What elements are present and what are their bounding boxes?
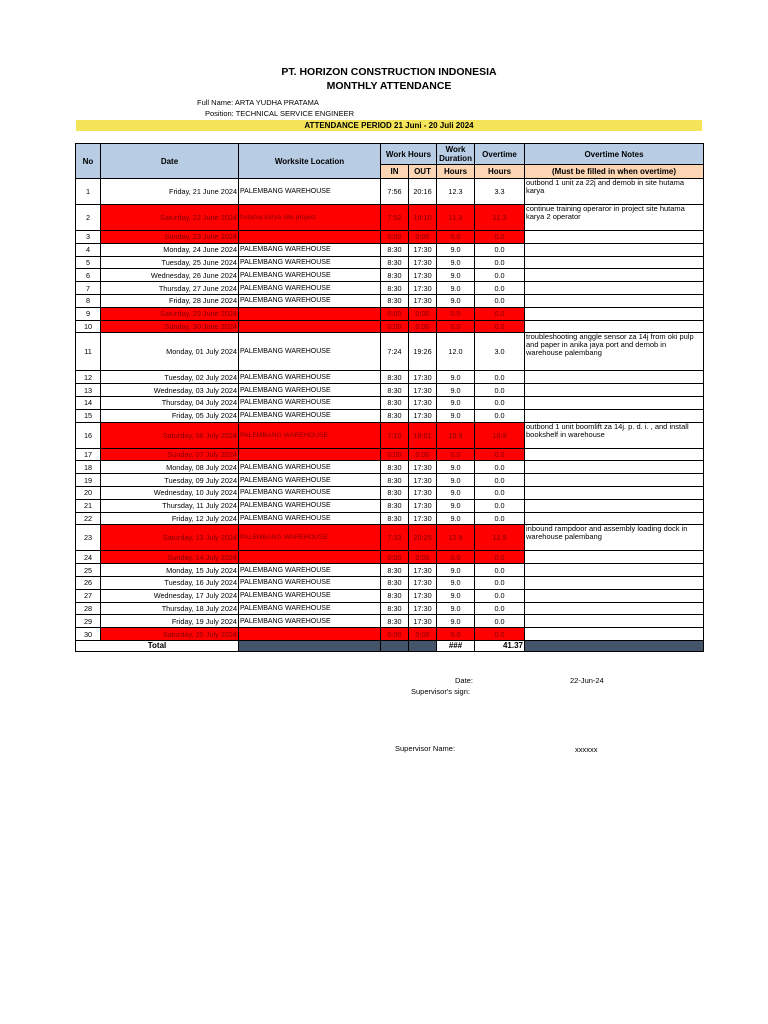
row-in: 8:30	[381, 243, 409, 256]
row-date: Friday, 28 June 2024	[101, 294, 239, 307]
row-location	[239, 551, 381, 564]
row-date: Wednesday, 03 July 2024	[101, 384, 239, 397]
row-no: 12	[76, 371, 101, 384]
row-overtime: 0.0	[475, 396, 525, 409]
row-duration: 12.3	[437, 179, 475, 205]
row-no: 29	[76, 615, 101, 628]
row-out: 18:01	[409, 422, 437, 448]
row-note	[525, 628, 704, 641]
row-duration: 12.9	[437, 525, 475, 551]
row-out: 17:30	[409, 499, 437, 512]
row-date: Wednesday, 10 July 2024	[101, 486, 239, 499]
row-no: 22	[76, 512, 101, 525]
row-no: 27	[76, 589, 101, 602]
row-note	[525, 486, 704, 499]
row-date: Friday, 05 July 2024	[101, 409, 239, 422]
table-row	[76, 384, 704, 397]
row-no: 25	[76, 564, 101, 577]
row-overtime: 0.0	[475, 371, 525, 384]
row-in: 8:30	[381, 396, 409, 409]
row-overtime: 0.0	[475, 474, 525, 487]
row-date: Saturday, 22 June 2024	[101, 205, 239, 231]
row-date: Friday, 19 July 2024	[101, 615, 239, 628]
row-duration: 9.0	[437, 461, 475, 474]
row-note	[525, 499, 704, 512]
row-note	[525, 551, 704, 564]
row-in: 8:30	[381, 371, 409, 384]
row-note	[525, 256, 704, 269]
row-note	[525, 269, 704, 282]
row-no: 21	[76, 499, 101, 512]
row-duration: 9.0	[437, 384, 475, 397]
row-overtime: 0.0	[475, 409, 525, 422]
row-date: Tuesday, 16 July 2024	[101, 576, 239, 589]
row-no: 28	[76, 602, 101, 615]
row-note	[525, 461, 704, 474]
row-overtime: 0.0	[475, 615, 525, 628]
row-out: 19:10	[409, 205, 437, 231]
row-overtime: 0.0	[475, 564, 525, 577]
row-location: PALEMBANG WAREHOUSE	[239, 333, 381, 371]
row-overtime: 0.0	[475, 320, 525, 333]
table-row	[76, 205, 704, 231]
row-overtime: 0.0	[475, 384, 525, 397]
row-in: 8:30	[381, 269, 409, 282]
row-overtime: 0.0	[475, 307, 525, 320]
total-label: Total	[76, 640, 239, 651]
row-in: 8:30	[381, 602, 409, 615]
row-date: Friday, 21 June 2024	[101, 179, 239, 205]
row-duration: 9.0	[437, 256, 475, 269]
table-row	[76, 371, 704, 384]
row-out: 17:30	[409, 282, 437, 295]
row-location	[239, 628, 381, 641]
row-location: PALEMBANG WAREHOUSE	[239, 422, 381, 448]
row-date: Monday, 08 July 2024	[101, 461, 239, 474]
row-location: PALEMBANG WAREHOUSE	[239, 576, 381, 589]
col-in: IN	[381, 165, 409, 179]
row-in: 8:30	[381, 615, 409, 628]
row-note	[525, 474, 704, 487]
date-value: 22-Jun-24	[570, 676, 604, 685]
row-date: Thursday, 11 July 2024	[101, 499, 239, 512]
col-overtime-notes: Overtime Notes	[525, 144, 704, 165]
supervisor-name-value: xxxxxx	[575, 745, 598, 754]
row-location: PALEMBANG WAREHOUSE	[239, 179, 381, 205]
row-note	[525, 589, 704, 602]
table-row	[76, 333, 704, 371]
row-note	[525, 576, 704, 589]
row-no: 3	[76, 231, 101, 244]
row-location: PALEMBANG WAREHOUSE	[239, 243, 381, 256]
col-notes-hint: (Must be filled in when overtime)	[525, 165, 704, 179]
row-duration: 12.0	[437, 333, 475, 371]
row-date: Saturday, 13 July 2024	[101, 525, 239, 551]
total-row	[76, 640, 704, 651]
table-row	[76, 422, 704, 448]
table-row	[76, 409, 704, 422]
row-location: PALEMBANG WAREHOUSE	[239, 589, 381, 602]
total-duration: ###	[437, 640, 475, 651]
table-row	[76, 564, 704, 577]
row-duration: 0.0	[437, 307, 475, 320]
row-note	[525, 512, 704, 525]
row-note	[525, 320, 704, 333]
row-date: Friday, 12 July 2024	[101, 512, 239, 525]
table-row	[76, 243, 704, 256]
row-location: PALEMBANG WAREHOUSE	[239, 602, 381, 615]
row-out: 0:00	[409, 551, 437, 564]
row-out: 17:30	[409, 269, 437, 282]
row-out: 17:30	[409, 461, 437, 474]
row-out: 17:30	[409, 396, 437, 409]
row-note: outbond 1 unit boomlift za 14j. p. d. i. , and install bookshelf in warehouse	[525, 422, 704, 448]
row-no: 2	[76, 205, 101, 231]
row-note	[525, 396, 704, 409]
row-duration: 9.0	[437, 615, 475, 628]
row-in: 8:30	[381, 576, 409, 589]
row-overtime: 0.0	[475, 551, 525, 564]
table-row	[76, 179, 704, 205]
row-duration: 9.0	[437, 269, 475, 282]
row-duration: 9.0	[437, 409, 475, 422]
row-out: 17:30	[409, 409, 437, 422]
row-date: Monday, 24 June 2024	[101, 243, 239, 256]
row-no: 19	[76, 474, 101, 487]
row-overtime: 0.0	[475, 256, 525, 269]
row-location: PALEMBANG WAREHOUSE	[239, 615, 381, 628]
col-work-duration: Work Duration	[437, 144, 475, 165]
row-note	[525, 282, 704, 295]
supervisor-name-label: Supervisor Name:	[395, 744, 456, 753]
row-location	[239, 307, 381, 320]
row-overtime: 0.0	[475, 512, 525, 525]
row-note	[525, 384, 704, 397]
row-in: 8:30	[381, 486, 409, 499]
company-title: PT. HORIZON CONSTRUCTION INDONESIA	[281, 66, 497, 78]
row-date: Sunday, 30 June 2024	[101, 320, 239, 333]
row-overtime: 0.0	[475, 448, 525, 461]
row-location: PALEMBANG WAREHOUSE	[239, 525, 381, 551]
table-row	[76, 551, 704, 564]
row-in: 7:52	[381, 205, 409, 231]
row-duration: 9.0	[437, 589, 475, 602]
row-no: 4	[76, 243, 101, 256]
table-row	[76, 474, 704, 487]
row-duration: 9.0	[437, 499, 475, 512]
col-work-hours: Work Hours	[381, 144, 437, 165]
col-location: Worksite Location	[239, 144, 381, 179]
row-location: PALEMBANG WAREHOUSE	[239, 512, 381, 525]
row-date: Monday, 01 July 2024	[101, 333, 239, 371]
col-out: OUT	[409, 165, 437, 179]
row-no: 26	[76, 576, 101, 589]
row-duration: 9.0	[437, 486, 475, 499]
row-no: 6	[76, 269, 101, 282]
table-row	[76, 307, 704, 320]
row-out: 17:30	[409, 474, 437, 487]
row-no: 13	[76, 384, 101, 397]
row-no: 9	[76, 307, 101, 320]
col-overtime: Overtime	[475, 144, 525, 165]
table-row	[76, 615, 704, 628]
position: Position: TECHNICAL SERVICE ENGINEER	[205, 109, 355, 118]
attendance-period: ATTENDANCE PERIOD 21 Juni - 20 Juli 2024	[76, 120, 702, 131]
row-note	[525, 371, 704, 384]
row-note: troubleshooting anggle sensor za 14j from oki pulp and paper in anika jaya port and demob in warehouse palembang	[525, 333, 704, 371]
row-note	[525, 243, 704, 256]
row-note	[525, 294, 704, 307]
table-row	[76, 256, 704, 269]
row-overtime: 0.0	[475, 589, 525, 602]
row-duration: 0.0	[437, 448, 475, 461]
row-duration: 9.0	[437, 576, 475, 589]
row-out: 0:00	[409, 231, 437, 244]
row-overtime: 0.0	[475, 628, 525, 641]
row-duration: 9.0	[437, 294, 475, 307]
row-date: Sunday, 23 June 2024	[101, 231, 239, 244]
row-location: PALEMBANG WAREHOUSE	[239, 294, 381, 307]
row-no: 8	[76, 294, 101, 307]
row-in: 8:30	[381, 282, 409, 295]
row-no: 20	[76, 486, 101, 499]
row-out: 17:30	[409, 589, 437, 602]
row-date: Tuesday, 25 June 2024	[101, 256, 239, 269]
table-row	[76, 396, 704, 409]
row-out: 17:30	[409, 294, 437, 307]
table-row	[76, 294, 704, 307]
table-row	[76, 448, 704, 461]
attendance-table	[75, 143, 704, 652]
table-row	[76, 231, 704, 244]
row-date: Wednesday, 17 July 2024	[101, 589, 239, 602]
row-location: PALEMBANG WAREHOUSE	[239, 256, 381, 269]
row-location: PALEMBANG WAREHOUSE	[239, 396, 381, 409]
row-no: 23	[76, 525, 101, 551]
row-duration: 11.3	[437, 205, 475, 231]
row-no: 18	[76, 461, 101, 474]
row-duration: 9.0	[437, 396, 475, 409]
supervisor-sign-label: Supervisor's sign:	[411, 687, 470, 696]
row-date: Thursday, 04 July 2024	[101, 396, 239, 409]
row-location: PALEMBANG WAREHOUSE	[239, 282, 381, 295]
row-overtime: 0.0	[475, 231, 525, 244]
table-row	[76, 320, 704, 333]
row-out: 17:30	[409, 564, 437, 577]
row-date: Tuesday, 09 July 2024	[101, 474, 239, 487]
table-row	[76, 628, 704, 641]
row-no: 15	[76, 409, 101, 422]
row-out: 20:25	[409, 525, 437, 551]
row-in: 0:00	[381, 231, 409, 244]
row-in: 8:30	[381, 499, 409, 512]
row-out: 0:00	[409, 448, 437, 461]
row-overtime: 3.3	[475, 179, 525, 205]
row-duration: 9.0	[437, 282, 475, 295]
row-out: 17:30	[409, 256, 437, 269]
table-row	[76, 461, 704, 474]
row-out: 17:30	[409, 615, 437, 628]
row-out: 17:30	[409, 243, 437, 256]
row-in: 8:30	[381, 294, 409, 307]
row-duration: 0.0	[437, 628, 475, 641]
row-in: 8:30	[381, 589, 409, 602]
row-date: Tuesday, 02 July 2024	[101, 371, 239, 384]
row-in: 8:30	[381, 461, 409, 474]
row-overtime: 3.0	[475, 333, 525, 371]
row-location: PALEMBANG WAREHOUSE	[239, 461, 381, 474]
row-duration: 9.0	[437, 371, 475, 384]
row-out: 17:30	[409, 384, 437, 397]
row-note	[525, 564, 704, 577]
row-overtime: 0.0	[475, 576, 525, 589]
full-name: Full Name: ARTA YUDHA PRATAMA	[197, 98, 319, 107]
total-overtime: 41.37	[475, 640, 525, 651]
table-row	[76, 589, 704, 602]
row-duration: 9.0	[437, 243, 475, 256]
row-location: PALEMBANG WAREHOUSE	[239, 474, 381, 487]
table-row	[76, 499, 704, 512]
table-row	[76, 269, 704, 282]
row-duration: 9.0	[437, 474, 475, 487]
row-location	[239, 448, 381, 461]
row-overtime: 0.0	[475, 269, 525, 282]
row-no: 14	[76, 396, 101, 409]
row-in: 7:33	[381, 525, 409, 551]
row-in: 0:00	[381, 551, 409, 564]
date-label: Date:	[455, 676, 473, 685]
col-no: No	[76, 144, 101, 179]
row-location: hutama karya site project	[239, 205, 381, 231]
row-no: 7	[76, 282, 101, 295]
row-duration: 9.0	[437, 602, 475, 615]
row-date: Thursday, 27 June 2024	[101, 282, 239, 295]
row-in: 8:30	[381, 474, 409, 487]
table-row	[76, 486, 704, 499]
row-note	[525, 409, 704, 422]
row-location: PALEMBANG WAREHOUSE	[239, 269, 381, 282]
row-location: PALEMBANG WAREHOUSE	[239, 384, 381, 397]
row-overtime: 11.3	[475, 205, 525, 231]
document-subtitle: MONTHLY ATTENDANCE	[326, 80, 452, 92]
row-duration: 0.0	[437, 320, 475, 333]
row-note	[525, 602, 704, 615]
row-out: 0:00	[409, 320, 437, 333]
row-no: 11	[76, 333, 101, 371]
row-in: 8:30	[381, 384, 409, 397]
col-date: Date	[101, 144, 239, 179]
row-duration: 0.0	[437, 231, 475, 244]
row-in: 7:10	[381, 422, 409, 448]
row-date: Saturday, 06 July 2024	[101, 422, 239, 448]
row-out: 0:00	[409, 628, 437, 641]
row-no: 5	[76, 256, 101, 269]
table-row	[76, 512, 704, 525]
row-note: outbond 1 unit za 22j and demob in site hutama karya	[525, 179, 704, 205]
row-no: 16	[76, 422, 101, 448]
row-note	[525, 448, 704, 461]
row-overtime: 0.0	[475, 461, 525, 474]
row-in: 8:30	[381, 409, 409, 422]
row-location	[239, 231, 381, 244]
row-date: Saturday, 29 June 2024	[101, 307, 239, 320]
row-location: PALEMBANG WAREHOUSE	[239, 499, 381, 512]
row-out: 17:30	[409, 576, 437, 589]
row-note	[525, 615, 704, 628]
row-out: 17:30	[409, 512, 437, 525]
row-duration: 9.0	[437, 512, 475, 525]
row-no: 17	[76, 448, 101, 461]
row-out: 0:00	[409, 307, 437, 320]
table-row	[76, 282, 704, 295]
row-in: 8:30	[381, 512, 409, 525]
row-no: 30	[76, 628, 101, 641]
row-note	[525, 307, 704, 320]
row-overtime: 0.0	[475, 243, 525, 256]
row-no: 10	[76, 320, 101, 333]
row-note: continue training operaror in project site hutama karya 2 operator	[525, 205, 704, 231]
row-out: 20:16	[409, 179, 437, 205]
row-out: 17:30	[409, 486, 437, 499]
row-in: 0:00	[381, 307, 409, 320]
row-note	[525, 231, 704, 244]
table-row	[76, 525, 704, 551]
col-overtime-unit: Hours	[475, 165, 525, 179]
row-in: 0:00	[381, 628, 409, 641]
row-duration: 9.0	[437, 564, 475, 577]
row-duration: 0.0	[437, 551, 475, 564]
row-location: PALEMBANG WAREHOUSE	[239, 409, 381, 422]
row-overtime: 12.9	[475, 525, 525, 551]
table-row	[76, 576, 704, 589]
row-out: 17:30	[409, 371, 437, 384]
row-location	[239, 320, 381, 333]
row-in: 8:30	[381, 256, 409, 269]
row-date: Monday, 15 July 2024	[101, 564, 239, 577]
col-duration-unit: Hours	[437, 165, 475, 179]
row-date: Wednesday, 26 June 2024	[101, 269, 239, 282]
row-date: Saturday, 20 July 2024	[101, 628, 239, 641]
row-location: PALEMBANG WAREHOUSE	[239, 564, 381, 577]
row-out: 19:26	[409, 333, 437, 371]
row-in: 7:56	[381, 179, 409, 205]
row-overtime: 0.0	[475, 282, 525, 295]
row-in: 0:00	[381, 320, 409, 333]
row-overtime: 10.9	[475, 422, 525, 448]
row-out: 17:30	[409, 602, 437, 615]
row-note: inbound rampdoor and assembly loading dock in warehouse palembang	[525, 525, 704, 551]
row-overtime: 0.0	[475, 499, 525, 512]
row-overtime: 0.0	[475, 294, 525, 307]
row-no: 1	[76, 179, 101, 205]
row-in: 0:00	[381, 448, 409, 461]
row-location: PALEMBANG WAREHOUSE	[239, 371, 381, 384]
row-in: 7:24	[381, 333, 409, 371]
table-row	[76, 602, 704, 615]
row-overtime: 0.0	[475, 486, 525, 499]
row-date: Sunday, 14 July 2024	[101, 551, 239, 564]
row-duration: 10.9	[437, 422, 475, 448]
row-date: Sunday, 07 July 2024	[101, 448, 239, 461]
row-in: 8:30	[381, 564, 409, 577]
row-location: PALEMBANG WAREHOUSE	[239, 486, 381, 499]
row-overtime: 0.0	[475, 602, 525, 615]
row-date: Thursday, 18 July 2024	[101, 602, 239, 615]
row-no: 24	[76, 551, 101, 564]
